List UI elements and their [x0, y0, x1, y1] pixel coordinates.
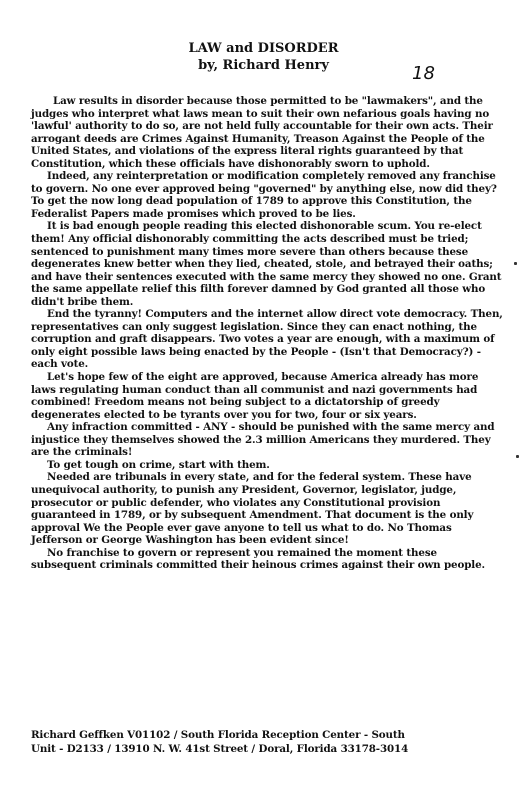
document-body [31, 95, 505, 572]
sender-address-line-1: Richard Geffken V01102 / South Florida Reception Center - South [31, 729, 405, 741]
paragraph-1: Law results in disorder because those permitted to be "lawmakers", and the judges who interpret what laws mean to suit their own nefarious goals having no 'lawful' authority to do so, are not held fully accountable for their own acts. Their arrogant deeds are Crimes Against Humanity, Treason Against the People of the United States, and violations of the express literal rights guaranteed by that Constitution, which these officials have dishonorably sworn to uphold. [31, 95, 493, 170]
paragraph-2: Indeed, any reinterpretation or modification completely removed any franchise to govern. No one ever approved being "governed" by anything else, now did they? To get the now long dead population of 1789 to approve this Constitution, the Federalist Papers made promises which proved to be lies. [31, 170, 497, 220]
paragraph-4: End the tyranny! Computers and the internet allow direct vote democracy. Then, representatives can only suggest legislation. Since they can enact nothing, the corruption and graft disappears. Two votes a year are enough, with a maximum of only eight possible laws being enacted by the People - (Isn't that Democracy?) - each vote. [31, 308, 503, 371]
document-header [0, 40, 527, 74]
scan-speck [516, 455, 519, 458]
handwritten-page-number: 18 [412, 63, 435, 84]
scan-speck [514, 262, 517, 265]
paragraph-8: Needed are tribunals in every state, and for the federal system. These have unequivocal authority, to punish any President, Governor, legislator, judge, prosecutor or public defender, who violates any Constitutional provision guaranteed in 1789, or by subsequent Amendment. That document is the only approval We the People ever gave anyone to tell us what to do. No Thomas Jefferson or George Washington has been evident since! [31, 471, 474, 547]
sender-address [31, 728, 505, 756]
paragraph-7: To get tough on crime, start with them. [47, 458, 270, 471]
paragraph-6: Any infraction committed - ANY - should be punished with the same mercy and injustice they themselves showed the 2.3 million Americans they murdered. They are the criminals! [31, 421, 495, 459]
paragraph-9: No franchise to govern or represent you remained the moment these subsequent criminals committed their heinous crimes against their own people. [31, 546, 485, 572]
document-title: LAW and DISORDER [188, 41, 339, 56]
paragraph-3: It is bad enough people reading this elected dishonorable scum. You re-elect them! Any official dishonorably committing the acts described must be tried; sentenced to punishment many times more severe than others because these degenerates knew better when they lied, cheated, stole, and betrayed their oaths; and have their sentences executed with the same mercy they showed no one. Grant the same appellate relief this filth forever damned by God granted all those who didn't bribe them. [31, 220, 502, 308]
sender-address-line-2: Unit - D2133 / 13910 N. W. 41st Street / Doral, Florida 33178-3014 [31, 743, 409, 755]
paragraph-5: Let's hope few of the eight are approved, because America already has more laws regulating human conduct than all communist and nazi governments had combined! Freedom means not being subject to a dictatorship of greedy degenerates elected to be tyrants over you for two, four or six years. [31, 371, 479, 421]
document-byline: by, Richard Henry [198, 58, 329, 73]
